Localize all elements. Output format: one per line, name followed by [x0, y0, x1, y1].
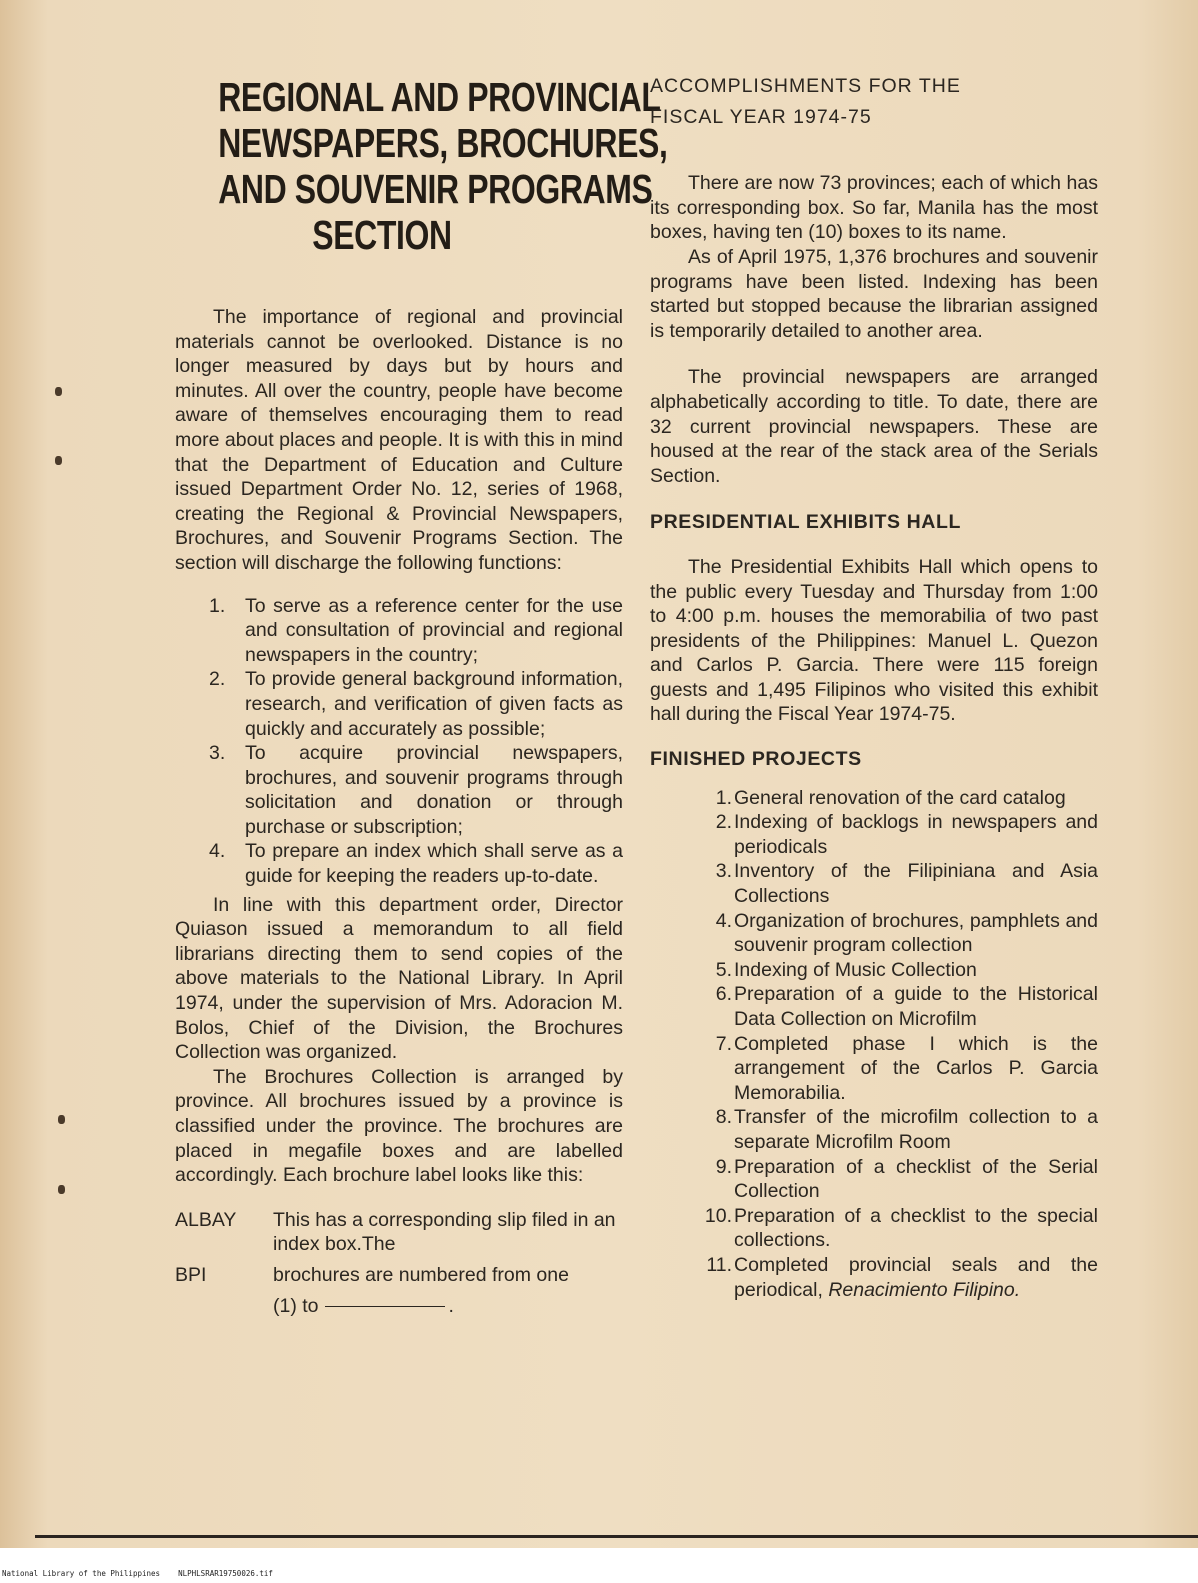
- list-item: [175, 667, 623, 741]
- item-number: 5.: [715, 958, 732, 981]
- list-item: [650, 859, 1098, 908]
- scan-footer: [0, 1548, 1198, 1583]
- title-line: NEWSPAPERS, BROCHURES,: [218, 120, 668, 166]
- title-line: SECTION: [312, 212, 452, 258]
- item-text: Inventory of the Filipiniana and Asia Collections: [734, 860, 1098, 908]
- list-item: [650, 958, 1098, 983]
- section-heading: PRESIDENTIAL EXHIBITS HALL: [650, 511, 962, 534]
- item-text: Indexing of backlogs in newspapers and periodicals: [734, 811, 1098, 858]
- binding-hole-mark: [55, 456, 62, 465]
- title-line: REGIONAL AND PROVINCIAL: [218, 74, 661, 120]
- label-text: .: [448, 1294, 454, 1317]
- binding-hole-mark: [58, 1115, 65, 1124]
- item-text: Preparation of a checklist to the special collections.: [734, 1204, 1098, 1252]
- item-text: To serve as a reference center for the use and consultation of provincial and regional newspapers in the country;: [245, 594, 623, 666]
- label-text: brochures are numbered from one: [273, 1263, 569, 1286]
- item-text: Preparation of a checklist of the Serial Collection: [734, 1155, 1098, 1203]
- item-text: Organization of brochures, pamphlets and souvenir program collection: [734, 909, 1098, 957]
- list-item: [650, 1032, 1098, 1106]
- label-tag: ALBAY: [175, 1208, 237, 1231]
- label-text: This has a corresponding slip filed in an index box.The: [273, 1208, 616, 1256]
- list-item: [650, 909, 1098, 958]
- item-number: 1.: [209, 594, 226, 617]
- label-row: [175, 1263, 623, 1288]
- paragraph: There are now 73 provinces; each of which has its corresponding box. So far, Manila has the most boxes, having ten (10) boxes to its name.: [650, 172, 1098, 244]
- scan-footer-text: National Library of the Philippines NLPHLSRAR19750026.tif: [2, 1569, 273, 1578]
- periodical-title: Renacimiento Filipino.: [828, 1278, 1021, 1301]
- section-title: [218, 74, 668, 258]
- item-number: 4.: [209, 840, 226, 863]
- page-bottom-rule: [35, 1535, 1198, 1538]
- projects-list: [650, 786, 1098, 1302]
- blank-line: [325, 1306, 445, 1307]
- item-number: 11.: [706, 1253, 732, 1276]
- label-text: (1) to: [273, 1294, 319, 1317]
- list-item: [650, 1105, 1098, 1154]
- item-number: 6.: [715, 983, 732, 1006]
- item-text: To prepare an index which shall serve as a guide for keeping the readers up-to-date.: [245, 840, 623, 888]
- item-number: 4.: [715, 909, 732, 932]
- item-number: 3.: [209, 742, 226, 765]
- item-number: 2.: [209, 668, 226, 691]
- intro-paragraph: The importance of regional and provincial materials cannot be overlooked. Distance is no longer measured by days but by hours and minutes. All over the country, people have become aware of themselves encouraging them to read more about places and people. It is with this in mind that the Department of Education and Culture issued Department Order No. 12, series of 1968, creating the Regional & Provincial Newspapers, Brochures, and Souvenir Programs Section. The section will discharge the following functions:: [175, 306, 623, 574]
- functions-list: [175, 594, 623, 889]
- item-number: 10.: [704, 1204, 732, 1227]
- item-number: 2.: [715, 811, 732, 834]
- binding-hole-mark: [58, 1185, 65, 1194]
- title-line: AND SOUVENIR PROGRAMS: [218, 166, 653, 212]
- brochures-paragraph: The Brochures Collection is arranged by province. All brochures issued by a province is classified under the province. The brochures are placed in megafile boxes and are labelled accordingly. Each brochure label looks like this:: [175, 1065, 623, 1187]
- item-text: To provide general background information, research, and verification of given facts as quickly and accurately as possible;: [245, 668, 623, 740]
- list-item: [175, 839, 623, 888]
- list-item: [650, 810, 1098, 859]
- paragraph: The Presidential Exhibits Hall which opens to the public every Tuesday and Thursday from 1:00 to 4:00 p.m. houses the memorabilia of two past presidents of the Philippines: Manuel L. Quezon and Carlos P. Garcia. There were 115 foreign guests and 1,495 Filipinos who visited this exhibit hall during the Fiscal Year 1974-75.: [650, 555, 1098, 726]
- item-text: Transfer of the microfilm collection to a separate Microfilm Room: [734, 1106, 1098, 1153]
- item-number: 1.: [715, 786, 732, 809]
- item-number: 7.: [715, 1032, 732, 1055]
- item-text: Preparation of a guide to the Historical Data Collection on Microfilm: [734, 983, 1098, 1030]
- list-item: [175, 594, 623, 668]
- item-text: Completed phase I which is the arrangement of the Carlos P. Garcia Memorabilia.: [734, 1032, 1098, 1104]
- memorandum-paragraph: In line with this department order, Director Quiason issued a memorandum to all field librarians directing them to send copies of the above materials to the National Library. In April 1974, under the supervision of Mrs. Adoracion M. Bolos, Chief of the Division, the Brochures Collection was organized.: [175, 893, 623, 1064]
- list-item: [650, 1253, 1098, 1302]
- section-heading: ACCOMPLISHMENTS FOR THE: [650, 75, 961, 97]
- brochure-label-example: [175, 1208, 623, 1318]
- item-text: General renovation of the card catalog: [734, 786, 1066, 809]
- item-number: 9.: [715, 1155, 732, 1178]
- label-row: [175, 1294, 623, 1319]
- section-heading: FISCAL YEAR 1974-75: [650, 105, 872, 128]
- label-tag: BPI: [175, 1263, 207, 1286]
- left-column: [175, 305, 623, 1318]
- list-item: [650, 1204, 1098, 1253]
- item-text: Indexing of Music Collection: [734, 958, 977, 981]
- right-column: [650, 74, 1098, 1302]
- list-item: [650, 786, 1098, 811]
- list-item: [650, 982, 1098, 1031]
- item-text: To acquire provincial newspapers, brochures, and souvenir programs through solicitation and donation or through purchase or subscription;: [245, 742, 623, 838]
- label-row: [175, 1208, 623, 1257]
- list-item: [650, 1155, 1098, 1204]
- list-item: [175, 741, 623, 839]
- binding-hole-mark: [55, 387, 62, 396]
- item-number: 8.: [715, 1106, 732, 1129]
- item-text: Completed provincial seals and the periodical,: [734, 1253, 1098, 1301]
- section-heading: FINISHED PROJECTS: [650, 748, 862, 771]
- paragraph: The provincial newspapers are arranged alphabetically according to title. To date, there are 32 current provincial newspapers. These are housed at the rear of the stack area of the Serials Section.: [650, 366, 1098, 487]
- paragraph: As of April 1975, 1,376 brochures and souvenir programs have been listed. Indexing has been started but stopped because the librarian assigned is temporarily detailed to another area.: [650, 245, 1098, 342]
- item-number: 3.: [715, 860, 732, 883]
